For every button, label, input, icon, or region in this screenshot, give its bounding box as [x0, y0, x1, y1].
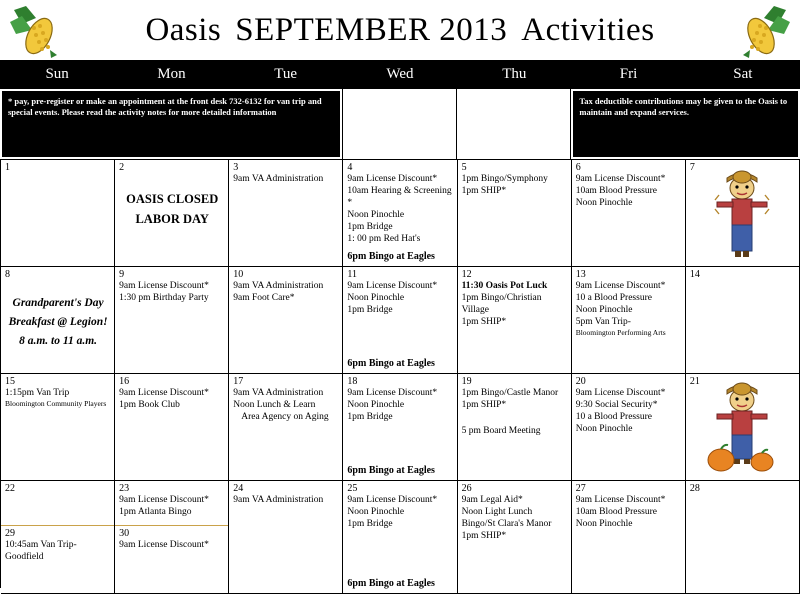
day-of-week-header — [0, 62, 800, 88]
day-cell-19[interactable] — [458, 374, 572, 481]
event-text: 1pm Book Club — [119, 400, 180, 410]
event-text: 9am VA Administration — [233, 388, 324, 398]
event-bingo-at-eagles: 6pm Bingo at Eagles — [347, 578, 435, 589]
day-number: 14 — [689, 269, 700, 280]
dow-sat: Sat — [733, 65, 753, 82]
event-text: 1pm Bridge — [347, 519, 393, 529]
event-text: 9am VA Administration — [233, 495, 324, 505]
event-bingo-at-eagles: 6pm Bingo at Eagles — [347, 358, 435, 369]
day-number: 2 — [119, 162, 125, 173]
day-cell-13[interactable] — [572, 267, 686, 374]
notes-row — [0, 88, 800, 160]
event-text: Noon Pinochle — [575, 305, 633, 315]
event-text: 10am Hearing & Screening * — [347, 186, 452, 208]
event-text: 9am License Discount* — [119, 388, 209, 398]
day-number: 28 — [689, 483, 700, 494]
event-text: 1pm Atlanta Bingo — [119, 507, 192, 517]
day-number: 18 — [347, 376, 358, 387]
day-cell-16[interactable] — [115, 374, 229, 481]
day-cell-23-30[interactable] — [115, 481, 229, 594]
event-text: 9am License Discount* — [119, 495, 209, 505]
dow-fri: Fri — [619, 65, 638, 82]
day-cell-18[interactable] — [343, 374, 457, 481]
day-number: 3 — [233, 162, 239, 173]
event-text: 8 a.m. to 11 a.m. — [19, 335, 98, 347]
event-text: 9am Foot Care* — [233, 293, 295, 303]
day-number: 21 — [689, 376, 700, 387]
day-number: 1 — [5, 162, 10, 173]
corn-cob-icon — [742, 2, 794, 60]
day-number: 6 — [575, 162, 581, 173]
event-text: Noon Pinochle — [347, 507, 405, 517]
title-org: Oasis — [145, 11, 222, 48]
event-text: 9am License Discount* — [119, 281, 209, 291]
day-cell-24[interactable] — [229, 481, 343, 594]
event-text: Noon Pinochle — [347, 293, 405, 303]
dow-tue: Tue — [274, 65, 298, 82]
day-number: 4 — [347, 162, 353, 173]
event-text: 1pm Bridge — [347, 305, 393, 315]
day-number: 5 — [461, 162, 467, 173]
dow-sun: Sun — [45, 65, 69, 82]
day-cell-22[interactable] — [1, 481, 114, 526]
event-text: 9am License Discount* — [119, 540, 209, 550]
day-cell-26[interactable] — [458, 481, 572, 594]
day-number: 9 — [119, 269, 125, 280]
event-text: 9am License Discount* — [575, 495, 666, 505]
event-text: 10am Blood Pressure — [575, 186, 657, 196]
event-text: Noon Pinochle — [575, 198, 633, 208]
event-text: 9:30 Social Security* — [575, 400, 658, 410]
day-number: 15 — [5, 376, 15, 387]
event-text: 9am License Discount* — [575, 281, 666, 291]
event-text: 9am License Discount* — [347, 174, 438, 184]
calendar-grid — [0, 160, 800, 588]
event-text: 1pm Bridge — [347, 412, 393, 422]
event-text: LABOR DAY — [135, 212, 209, 226]
event-text: 1pm Bingo/Castle Manor — [461, 388, 559, 398]
notes-cell-wed — [343, 89, 457, 159]
event-text: 9am License Discount* — [347, 281, 438, 291]
day-cell-12[interactable] — [458, 267, 572, 374]
day-cell-8[interactable] — [1, 267, 115, 374]
event-text: 1pm Bingo/Christian Village — [461, 293, 542, 315]
day-cell-3[interactable] — [229, 160, 343, 267]
day-cell-22-29[interactable] — [1, 481, 115, 594]
day-cell-27[interactable] — [572, 481, 686, 594]
day-cell-28[interactable] — [686, 481, 800, 594]
event-text: Noon Pinochle — [347, 400, 405, 410]
event-subtext: Bloomington Performing Arts — [575, 328, 666, 337]
day-cell-9[interactable] — [115, 267, 229, 374]
day-number: 26 — [461, 483, 472, 494]
event-text: Noon Lunch & Learn — [233, 400, 316, 410]
event-text: 1: 00 pm Red Hat's — [347, 234, 421, 244]
day-number: 24 — [233, 483, 244, 494]
day-number: 16 — [119, 376, 130, 387]
day-cell-17[interactable] — [229, 374, 343, 481]
notes-cell-right — [571, 89, 800, 159]
event-text: 9am VA Administration — [233, 281, 324, 291]
scarecrow-icon — [686, 160, 799, 266]
event-text: Breakfast @ Legion! — [8, 316, 108, 328]
day-cell-7[interactable] — [686, 160, 800, 267]
event-text: 9am License Discount* — [347, 388, 438, 398]
corn-cob-icon — [6, 2, 58, 60]
event-text: 9am License Discount* — [575, 388, 666, 398]
event-text: Noon Pinochle — [575, 424, 633, 434]
event-text: 1pm Bingo/Symphony — [461, 174, 548, 184]
event-text: 10:45am Van Trip-Goodfield — [5, 540, 77, 562]
event-text: 1:30 pm Birthday Party — [119, 293, 209, 303]
event-text: 1pm Bridge — [347, 222, 393, 232]
day-number: 25 — [347, 483, 358, 494]
day-number: 7 — [689, 162, 695, 173]
event-bingo-at-eagles: 6pm Bingo at Eagles — [347, 251, 435, 262]
event-text: 9am License Discount* — [347, 495, 438, 505]
event-text: 1pm SHIP* — [461, 317, 507, 327]
day-number: 30 — [119, 528, 130, 539]
day-cell-6[interactable] — [572, 160, 686, 267]
event-board-meeting: 5 pm Board Meeting — [461, 426, 541, 436]
day-cell-10[interactable] — [229, 267, 343, 374]
day-cell-23[interactable] — [115, 481, 228, 526]
day-cell-2[interactable] — [115, 160, 229, 267]
day-cell-1[interactable] — [1, 160, 115, 267]
event-text: 10am Blood Pressure — [575, 507, 657, 517]
event-subtext: Area Agency on Aging — [241, 412, 329, 422]
day-cell-29[interactable] — [1, 526, 114, 593]
day-number: 20 — [575, 376, 586, 387]
day-cell-11[interactable] — [343, 267, 457, 374]
day-number: 13 — [575, 269, 586, 280]
dow-wed: Wed — [386, 65, 414, 82]
event-text: Grandparent's Day — [12, 297, 104, 309]
scarecrow-pumpkin-icon — [686, 374, 799, 480]
event-text: 9am Legal Aid* — [461, 495, 523, 505]
day-number: 19 — [461, 376, 472, 387]
day-number: 11 — [347, 269, 358, 280]
day-number: 29 — [5, 528, 15, 539]
notes-cell-left — [0, 89, 343, 159]
event-text: Noon Pinochle — [575, 519, 633, 529]
event-subtext: Bloomington Community Players — [5, 399, 107, 408]
notes-cell-thu — [457, 89, 571, 159]
dow-mon: Mon — [157, 65, 186, 82]
event-text: Noon Pinochle — [347, 210, 405, 220]
day-cell-21[interactable] — [686, 374, 800, 481]
day-cell-5[interactable] — [458, 160, 572, 267]
day-number: 22 — [5, 483, 15, 494]
event-text: OASIS CLOSED — [126, 192, 219, 206]
day-cell-14[interactable] — [686, 267, 800, 374]
day-number: 23 — [119, 483, 130, 494]
event-text: 1pm SHIP* — [461, 186, 507, 196]
event-text: 5pm Van Trip- — [575, 317, 631, 327]
event-text: 10 a Blood Pressure — [575, 293, 652, 303]
dow-thu: Thu — [502, 65, 527, 82]
note-tax-deductible: Tax deductible contributions may be given to the Oasis to maintain and expand services. — [573, 91, 798, 157]
day-number: 8 — [5, 269, 10, 280]
day-cell-30[interactable] — [115, 526, 228, 593]
page-title — [145, 12, 654, 49]
event-bingo-at-eagles: 6pm Bingo at Eagles — [347, 465, 435, 476]
event-text: 1pm SHIP* — [461, 400, 507, 410]
event-pot-luck: 11:30 Oasis Pot Luck — [461, 281, 548, 291]
event-text: 10 a Blood Pressure — [575, 412, 652, 422]
day-cell-20[interactable] — [572, 374, 686, 481]
event-text: 1:15pm Van Trip — [5, 388, 70, 398]
day-number: 12 — [461, 269, 472, 280]
event-text: 9am VA Administration — [233, 174, 324, 184]
title-activities: Activities — [521, 11, 655, 48]
event-text: Bingo/St Clara's Manor — [461, 519, 552, 529]
note-pay-preregister: * pay, pre-register or make an appointment at the front desk 732-6132 for van trip and special events. Please read the activity notes for more detailed information — [2, 91, 340, 157]
event-text: 9am License Discount* — [575, 174, 666, 184]
day-number: 27 — [575, 483, 586, 494]
day-number: 10 — [233, 269, 244, 280]
day-cell-15[interactable] — [1, 374, 115, 481]
event-text: 1pm SHIP* — [461, 531, 507, 541]
title-month-year: SEPTEMBER 2013 — [235, 11, 508, 48]
day-number: 17 — [233, 376, 244, 387]
calendar-title-bar — [0, 0, 800, 62]
day-cell-25[interactable] — [343, 481, 457, 594]
day-cell-4[interactable] — [343, 160, 457, 267]
event-text: Noon Light Lunch — [461, 507, 533, 517]
